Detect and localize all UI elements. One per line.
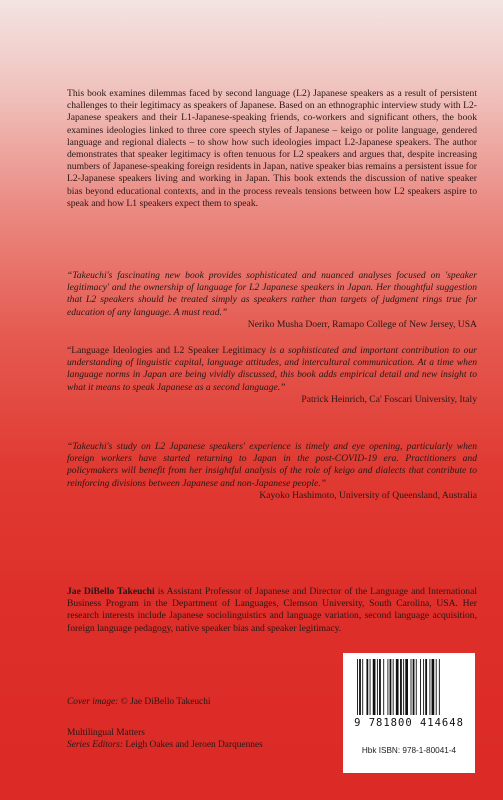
barcode-digits: 9 781800 414648 xyxy=(354,717,464,729)
barcode-bar xyxy=(425,659,427,715)
barcode-bar xyxy=(432,659,435,715)
barcode-bar xyxy=(411,659,412,715)
endorsement-3 xyxy=(67,441,477,502)
endorsement-quote: “Takeuchi's study on L2 Japanese speakers' experience is timely and eye opening, particularly when foreign workers have started returning to Japan in the post-COVID-19 era. Practitioners and policymakers will benefit from her insightful analysis of the role of keigo and dialects that contribute to reinforcing divisions between Japanese and non-Japanese people.” xyxy=(67,441,477,489)
author-bio-text: is Assistant Professor of Japanese and Director of the Language and International Business Program in the Department of Languages, Clemson University, South Carolina, USA. Her research interests include Japanese sociolinguistics and language variation, second language acquisition, foreign language pedagogy, native speaker bias and speaker legitimacy. xyxy=(67,586,477,634)
barcode-bar xyxy=(383,659,384,715)
endorsement-attribution: Kayoko Hashimoto, University of Queensland, Australia xyxy=(259,489,477,501)
barcode-bar xyxy=(413,659,415,715)
quoted-book-title: “Language Ideologies and L2 Speaker Legitimacy xyxy=(67,345,267,356)
endorsement-2 xyxy=(67,345,477,406)
series-editors-label: Series Editors: xyxy=(67,740,123,750)
endorsement-quote-text: is a sophisticated and important contribution to our understanding of linguistic capital, language attitudes, and intercultural communication. At a time when language norms in Japan are being vividly discussed, this book adds empirical detail and new insight to what it means to speak Japanese as a second language.” xyxy=(67,345,477,393)
series-editors: Leigh Oakes and Jeroen Darquennes xyxy=(125,740,263,750)
barcode-bars xyxy=(355,659,465,715)
barcode-bar xyxy=(405,659,408,715)
barcode-bar xyxy=(403,659,404,715)
isbn-label: Hbk ISBN: 978-1-80041-4 xyxy=(361,746,457,755)
publisher-block xyxy=(67,727,263,751)
barcode-bar xyxy=(400,659,402,715)
barcode-bar xyxy=(390,659,392,715)
barcode-bar xyxy=(379,659,381,715)
cover-credit-label: Cover image: xyxy=(67,697,119,707)
barcode-bar xyxy=(420,659,421,715)
barcode-bar xyxy=(436,659,437,715)
barcode xyxy=(343,653,475,773)
barcode-bar xyxy=(393,659,394,715)
barcode-bar xyxy=(387,659,388,715)
barcode-bar xyxy=(429,659,430,715)
author-name: Jae DiBello Takeuchi xyxy=(67,586,155,597)
barcode-bar xyxy=(416,659,417,715)
book-description: This book examines dilemmas faced by second language (L2) Japanese speakers as a result of persistent challenges to their legitimacy as speakers of Japanese. Based on an ethnographic interview study with L2-Japanese speakers and their L1-Japanese-speaking friends, co-workers and significant others, the book examines ideologies linked to three core speech styles of Japanese – keigo or polite language, gendered language and regional dialects – to show how such ideologies impact L2-Japanese speakers. The author demonstrates that speaker legitimacy is often tenuous for L2 speakers and argues that, despite increasing numbers of Japanese-speaking foreign residents in Japan, native speaker bias remains a persistent issue for L2-Japanese speakers living and working in Japan. This book extends the discussion of native speaker bias beyond educational contexts, and in the process reveals tensions between how L2 speakers aspire to speak and how L1 speakers expect them to speak. xyxy=(67,88,477,209)
cover-image-credit xyxy=(67,697,211,707)
barcode-bar xyxy=(377,659,378,715)
barcode-bar xyxy=(366,659,368,715)
barcode-bar xyxy=(396,659,399,715)
endorsement-1 xyxy=(67,270,477,331)
endorsement-quote xyxy=(67,345,477,394)
barcode-bar xyxy=(359,659,361,715)
barcode-bar xyxy=(357,659,358,715)
barcode-bar xyxy=(423,659,424,715)
endorsement-attribution: Patrick Heinrich, Ca' Foscari University, Italy xyxy=(301,393,477,405)
barcode-bar xyxy=(439,659,440,715)
barcode-bar xyxy=(362,659,363,715)
cover-credit-value: © Jae DiBello Takeuchi xyxy=(120,697,211,707)
barcode-bar xyxy=(373,659,376,715)
publisher-name: Multilingual Matters xyxy=(67,728,145,738)
author-bio xyxy=(67,586,477,635)
endorsement-attribution: Neriko Musha Doerr, Ramapo College of New Jersey, USA xyxy=(247,318,477,330)
endorsement-quote: “Takeuchi's fascinating new book provides sophisticated and nuanced analyses focused on 'speaker legitimacy' and the ownership of language for L2 Japanese speakers in Japan. Her thoughtful suggestion that L2 speakers should be treated simply as speakers rather than targets of judgment rings true for education of any language. A must read.” xyxy=(67,270,477,318)
barcode-bar xyxy=(370,659,371,715)
